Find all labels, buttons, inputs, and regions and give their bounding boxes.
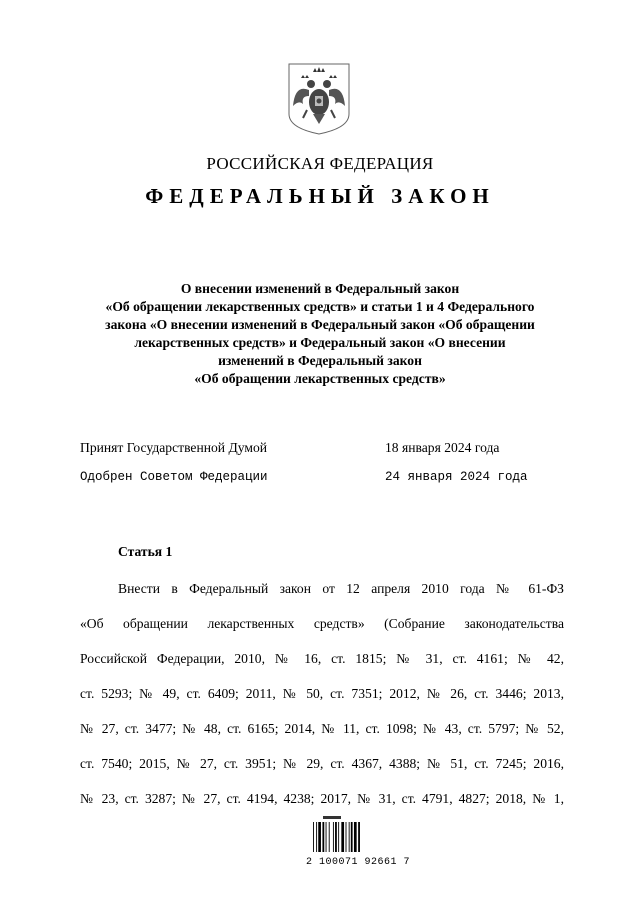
law-title-line: «Об обращении лекарственных средств» и статьи 1 и 4 Федерального — [105, 299, 535, 314]
article-heading: Статья 1 — [118, 544, 173, 559]
article-text-line: ст. 7540; 2015, № 27, ст. 3951; № 29, ст. 4367, 4388; № 51, ст. 7245; 2016, — [80, 756, 564, 771]
duma-adoption-label: Принят Государственной Думой — [80, 440, 268, 455]
article-text-line: № 27, ст. 3477; № 48, ст. 6165; 2014, № 11, ст. 1098; № 43, ст. 5797; № 52, — [80, 721, 564, 736]
law-title-line: О внесении изменений в Федеральный закон — [180, 281, 460, 296]
barcode-icon — [313, 816, 371, 852]
law-title-line: «Об обращении лекарственных средств» — [194, 371, 446, 386]
article-text-line: «Об обращении лекарственных средств» (Собрание законодательства — [80, 616, 564, 631]
russian-coat-of-arms-icon — [287, 62, 351, 136]
article-text-line: Российской Федерации, 2010, № 16, ст. 1815; № 31, ст. 4161; № 42, — [80, 651, 564, 666]
duma-adoption-date: 18 января 2024 года — [385, 440, 500, 455]
barcode-number: 2 100071 92661 7 — [306, 857, 411, 868]
law-title — [80, 280, 560, 388]
council-approval-date: 24 января 2024 года — [385, 470, 528, 484]
law-type: ФЕДЕРАЛЬНЫЙ ЗАКОН — [145, 184, 495, 208]
council-approval-label: Одобрен Советом Федерации — [80, 470, 268, 484]
country-name: РОССИЙСКАЯ ФЕДЕРАЦИЯ — [206, 154, 434, 173]
law-title-line: изменений в Федеральный закон — [218, 353, 422, 368]
law-title-line: лекарственных средств» и Федеральный закон «О внесении — [134, 335, 506, 350]
article-text-line: № 23, ст. 3287; № 27, ст. 4194, 4238; 2017, № 31, ст. 4791, 4827; 2018, № 1, — [80, 791, 564, 806]
article-text-line: ст. 5293; № 49, ст. 6409; 2011, № 50, ст. 7351; 2012, № 26, ст. 3446; 2013, — [80, 686, 564, 701]
article-text-line: Внести в Федеральный закон от 12 апреля 2010 года № 61-ФЗ — [118, 581, 564, 596]
law-title-line: закона «О внесении изменений в Федеральный закон «Об обращении — [105, 317, 535, 332]
